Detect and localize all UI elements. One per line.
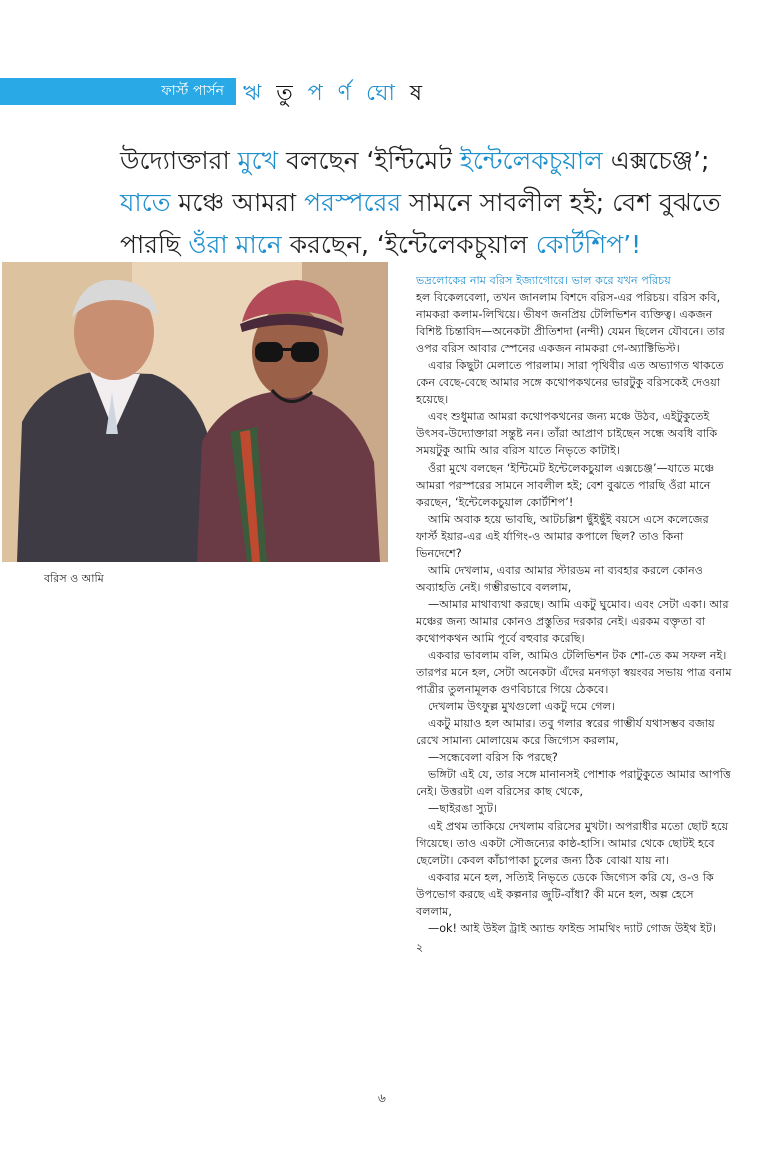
photo-caption: বরিস ও আমি [44, 572, 104, 585]
column-name: ফার্স্ট পার্সন [161, 83, 224, 99]
paragraph: এবার কিছুটা মেলাতে পারলাম। সারা পৃথিবীর এত অভ্যাগত থাকতে কেন বেছে-বেছে আমার সঙ্গে কথোপকথনের ভারটুকু বরিসকেই দেওয়া হয়েছে। [416, 359, 724, 407]
pull-quote-segment: যাতে [120, 188, 171, 217]
author-name-part: ঘো [365, 81, 399, 106]
paragraph: একটু মায়াও হল আমার। তবু গলার স্বরের গাম্ভীর্য যথাসম্ভব বজায় রেখে সামান্য মোলায়েম করে জিগ্যেস করলাম, [416, 717, 715, 748]
pull-quote-segment: পরস্পরের [304, 188, 402, 217]
paragraph: একবার ভাবলাম বলি, আমিও টেলিভিশন টক শো-তে কম সফল নই। তারপর মনে হল, সেটা অনেকটা এঁদের মনগড়া স্বয়ংবর সভায় পাত্র বনাম পাত্রীর তুলনামূলক গুণবিচারে গিয়ে ঠেকবে। [416, 649, 732, 697]
end-numeral: ২ [416, 940, 424, 954]
pull-quote [120, 140, 760, 266]
author-photo [2, 262, 388, 562]
paragraph: —ok! আই উইল ট্রাই অ্যান্ড ফাইন্ড সামথিং দ্যাট গোজ উইথ ইট। [428, 921, 716, 935]
pull-quote-segment: ইন্টেলেকচুয়াল [459, 146, 603, 175]
lead-line: ভদ্রলোকের নাম বরিস ইজ্যাগোরে। ভাল করে যখন পরিচয় [416, 274, 671, 287]
paragraph: ওঁরা মুখে বলছেন ‘ইন্টিমেট ইন্টেলেকচুয়াল এক্সচেঞ্জ’—যাতে মঞ্চে আমরা পরস্পরের সামনে সাবলীল হই; বেশ বুঝতে পারছি ওঁরা মানে করছেন, ‘ইন্টেলেকচুয়াল কোর্টশিপ’! [416, 461, 715, 509]
paragraph: দেখলাম উৎফুল্ল মুখগুলো একটু দমে গেল। [428, 700, 615, 714]
paragraph: —ছাইরঙা স্যুট। [428, 802, 497, 816]
page-number: ৬ [378, 1091, 386, 1105]
author-name [243, 76, 426, 113]
paragraph: —সন্ধেবেলা বরিস কি পরছে? [428, 751, 558, 765]
pull-quote-segment: বলছেন ‘ইন্টিমেট [278, 146, 460, 175]
pull-quote-segment: মঞ্চে আমরা [170, 188, 305, 217]
paragraph: ভঙ্গিটা এই যে, তার সঙ্গে মানানসই পোশাক পরাটুকুতে আমার আপত্তি নেই। উত্তরটা এল বরিসের কাছ থেকে, [416, 768, 731, 799]
paragraph-list [416, 289, 732, 937]
paragraph: হল বিকেলবেলা, তখন জানলাম বিশদে বরিস-এর পরিচয়। বরিস কবি, নামকরা কলাম-লিখিয়ে। ভীষণ জনপ্রিয় টেলিভিশন ব্যক্তিত্ব। একজন বিশিষ্ট চিন্তাবিদ—অনেকটা প্রীতিশদা (নন্দী) যেমন ছিলেন যৌবনে। তার ওপর বরিস আবার স্পেনের একজন নামকরা গে-অ্যাক্টিভিস্ট। [416, 291, 725, 356]
column-header-band [0, 78, 236, 105]
paragraph: —আমার মাথাব্যথা করছে। আমি একটু ঘুমোব। এবং সেটা একা। আর মঞ্চের জন্য আমার কোনও প্রস্তুতির দরকার নেই। এরকম বক্তৃতা বা কথোপকথন আমি পূর্বে বহুবার করেছি। [416, 597, 729, 645]
pull-quote-segment: সামনে সাবলীল হই; বেশ বুঝতে পারছি [120, 188, 721, 259]
author-name-part: তু [276, 81, 297, 106]
paragraph: এবং শুধুমাত্র আমরা কথোপকথনের জন্য মঞ্চে উঠব, এইটুকুতেই উৎসব-উদ্যোক্তারা সন্তুষ্ট নন। তাঁরা আপ্রাণ চাইছেন সন্ধে অবধি বাকি সময়টুকু আমি আর বরিস যাতে নিভৃতে কাটাই। [416, 410, 718, 458]
pull-quote-segment: এক্সচেঞ্জ’; [602, 146, 710, 175]
paragraph: এই প্রথম তাকিয়ে দেখলাম বরিসের মুখটা। অপরাধীর মতো ছোট হয়ে গিয়েছে। তাও একটা সৌজন্যের কাষ্ঠ-হাসি। আমার থেকে ছোটই হবে ছেলেটা। কেবল কাঁচাপাকা চুলের জন্য ঠিক বোঝা যায় না। [416, 819, 729, 867]
photo-illustration [2, 262, 388, 562]
pull-quote-segment: মুখে [237, 146, 278, 175]
author-name-part: ঋ [243, 81, 266, 106]
pull-quote-segment: কোর্টশিপ’! [535, 230, 642, 259]
paragraph: আমি দেখলাম, এবার আমার স্টারডম না ব্যবহার করলে কোনও অব্যাহতি নেই। গম্ভীরভাবে বললাম, [416, 563, 704, 594]
author-name-part: ষ [409, 81, 426, 106]
pull-quote-segment: উদ্যোক্তারা [120, 146, 238, 175]
author-name-part: প র্ণ [307, 81, 355, 106]
article-body [416, 272, 732, 956]
pull-quote-segment: করছেন, ‘ইন্টেলেকচুয়াল [281, 230, 536, 259]
pull-quote-segment: ওঁরা মানে [188, 230, 282, 259]
paragraph: আমি অবাক হয়ে ভাবছি, আটচল্লিশ ছুঁইছুঁই বয়সে এসে কলেজের ফার্স্ট ইয়ার-এর এই র্যাগিং-ও আমার কপালে ছিল? তাও কিনা ভিনদেশে? [416, 512, 709, 560]
paragraph: একবার মনে হল, সত্যিই নিভৃতে ডেকে জিগ্যেস করি যে, ও-ও কি উপভোগ করছে এই কল্পনার জুটি-বাঁধা? কী মনে হল, অল্প হেসে বললাম, [416, 870, 714, 918]
